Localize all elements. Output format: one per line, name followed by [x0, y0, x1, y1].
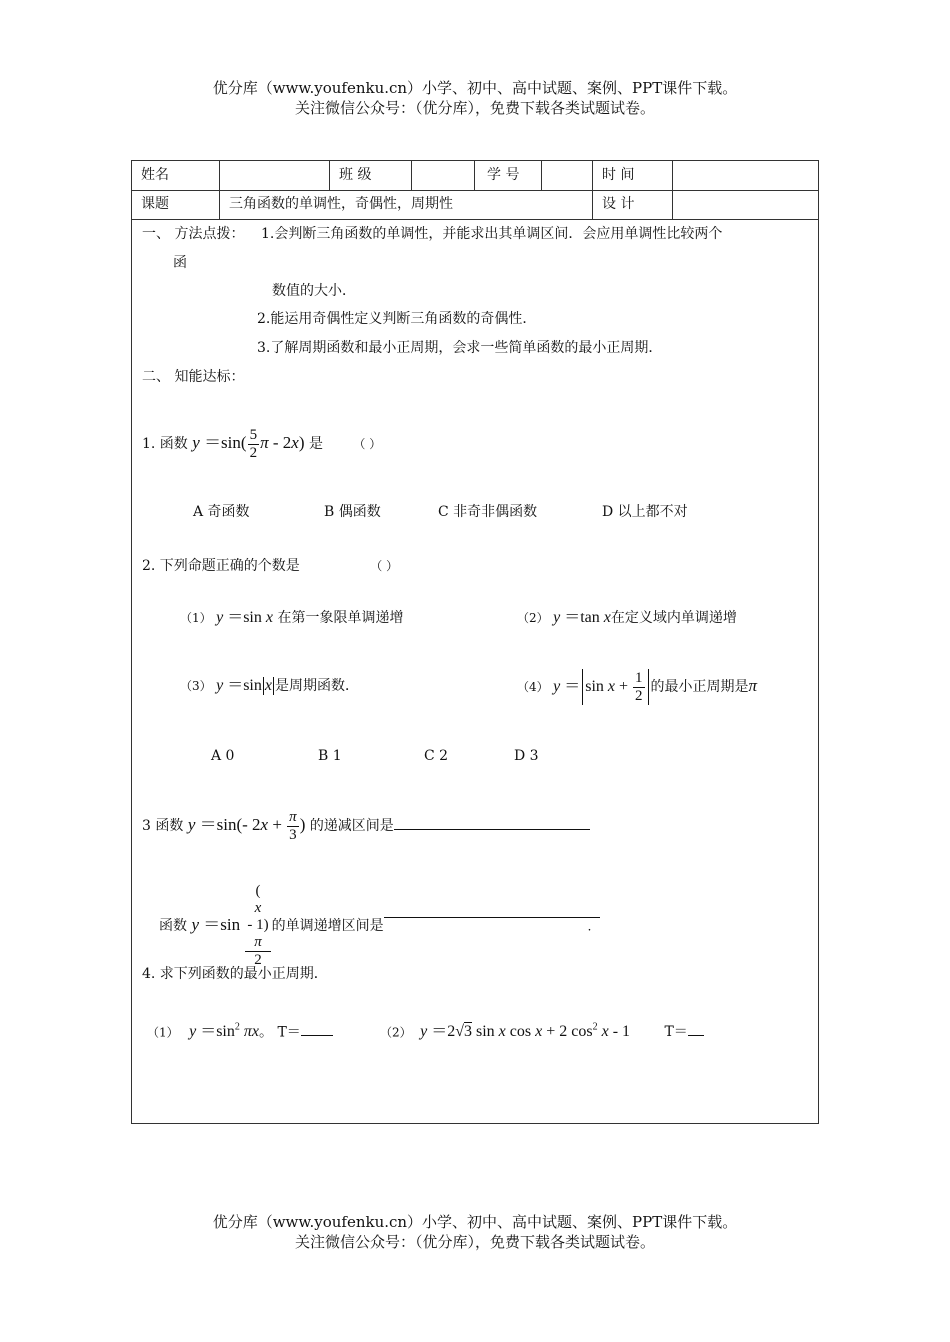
q2-answer-paren[interactable]: （ ） — [370, 559, 399, 573]
time-label: 时 间 — [602, 167, 635, 183]
q2-choice-b[interactable]: B 1 — [318, 748, 342, 764]
q3b-formula: y ＝sin ( x - 1) π 2 — [191, 883, 269, 968]
page-footer — [0, 1212, 950, 1252]
footer-line-1: 优分库（www.youfenku.cn）小学、初中、高中试题、案例、PPT课件下载。 — [212, 1213, 738, 1231]
q4-part-1-blank[interactable] — [301, 1021, 333, 1036]
q2-statement-2: （2） y ＝tan x在定义域内单调递增 — [517, 609, 737, 626]
design-label: 设 计 — [602, 196, 635, 212]
section2-label: 二、 知能达标： — [142, 369, 245, 385]
page-header — [0, 78, 950, 118]
id-label: 学 号 — [487, 167, 520, 183]
topic-value: 三角函数的单调性，奇偶性，周期性 — [229, 196, 453, 212]
objective-3: 3.了解周期函数和最小正周期，会求一些简单函数的最小正周期． — [257, 340, 663, 356]
q1-choice-b[interactable]: B 偶函数 — [324, 504, 381, 520]
q3-answer-blank[interactable] — [394, 815, 590, 830]
q1-suffix: 是 — [308, 436, 323, 452]
header-line-2: 关注微信公众号：（优分库），免费下载各类试题试卷。 — [294, 99, 655, 117]
worksheet-table — [131, 160, 819, 1124]
q2-statement-3: （3） y ＝sin x 是周期函数． — [180, 677, 359, 694]
objective-1-wrap: 函 — [173, 255, 187, 271]
q2-choice-d[interactable]: D 3 — [514, 748, 539, 764]
q3-suffix: 的递减区间是 — [309, 818, 394, 834]
id-field[interactable] — [542, 161, 592, 190]
q1-choice-a[interactable]: A 奇函数 — [193, 504, 250, 520]
q1-formula: y ＝sin( $\frac{5}{2}$ π - 2x) — [192, 426, 305, 461]
topic-row — [132, 190, 818, 220]
q1-choice-c[interactable]: C 非奇非偶函数 — [438, 504, 538, 520]
q1-choice-d[interactable]: D 以上都不对 — [602, 504, 688, 520]
section1-label: 一、 方法点拨： — [142, 226, 245, 242]
time-field[interactable] — [673, 161, 818, 190]
question-2 — [142, 556, 398, 576]
q4-part-2-blank[interactable] — [688, 1021, 704, 1036]
info-row — [132, 161, 818, 191]
q1-prefix: 1. 函数 — [142, 436, 188, 452]
topic-label: 课题 — [141, 196, 169, 212]
question-3-part-2: 函数 y ＝sin ( x - 1) π 2 的单调递增区间是 ． — [159, 883, 600, 968]
question-3 — [142, 803, 590, 848]
q2-choice-a[interactable]: A 0 — [211, 748, 235, 764]
footer-line-2: 关注微信公众号：（优分库），免费下载各类试题试卷。 — [294, 1233, 655, 1251]
q2-statement-1: （1） y ＝sin x 在第一象限单调递增 — [180, 609, 404, 626]
q3-formula: y ＝sin(- 2x + $\frac{\pi}{3}$ ) — [187, 808, 306, 843]
name-field[interactable] — [220, 161, 329, 190]
q3b-answer-blank[interactable]: ． — [384, 903, 600, 918]
question-1 — [142, 421, 381, 465]
objective-1-cont: 数值的大小． — [272, 283, 356, 299]
q4-part-2: （2） y ＝2√3 sin x cos x + 2 $\cos^2 x - 1$ T＝ — [380, 1018, 704, 1042]
q4-part-1: （1） $y =\sin^2$ πx。 T＝ — [147, 1018, 333, 1042]
q3-prefix: 3 函数 — [142, 818, 184, 834]
objective-1: 1.会判断三角函数的单调性，并能求出其单调区间．会应用单调性比较两个 — [261, 226, 723, 242]
header-line-1: 优分库（www.youfenku.cn）小学、初中、高中试题、案例、PPT课件下载。 — [212, 79, 738, 97]
objective-2: 2.能运用奇偶性定义判断三角函数的奇偶性． — [257, 311, 537, 327]
name-label: 姓名 — [141, 167, 169, 183]
class-field[interactable] — [412, 161, 474, 190]
design-field[interactable] — [673, 190, 818, 219]
q2-choice-c[interactable]: C 2 — [424, 748, 449, 764]
question-4: 4. 求下列函数的最小正周期． — [142, 966, 328, 982]
q1-answer-paren[interactable]: （ ） — [353, 437, 382, 451]
class-label: 班 级 — [339, 167, 372, 183]
q2-stem: 2. 下列命题正确的个数是 — [142, 558, 300, 574]
q2-statement-4: （4） y ＝ sin x + $\frac{1}{2}$ 的最小正周期是π — [517, 669, 758, 704]
